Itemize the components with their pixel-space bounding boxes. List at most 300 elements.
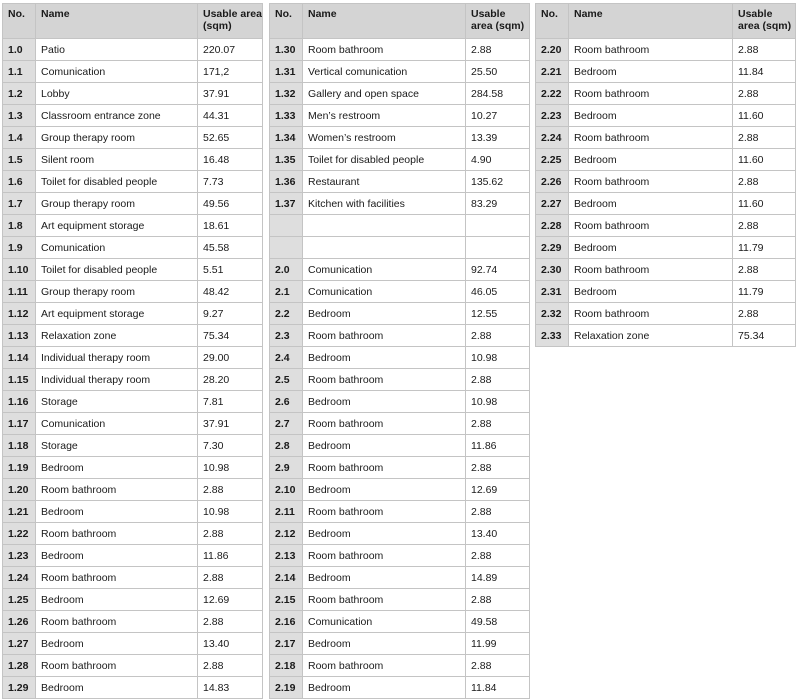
table-row xyxy=(3,237,263,259)
table-row xyxy=(270,171,530,193)
table-row xyxy=(3,347,263,369)
usable-area: 25.50 xyxy=(466,61,530,83)
table-row xyxy=(536,39,796,61)
room-name: Individual therapy room xyxy=(36,347,198,369)
row-number: 2.4 xyxy=(270,347,303,369)
room-name: Room bathroom xyxy=(36,479,198,501)
table-row xyxy=(270,259,530,281)
table-header xyxy=(270,4,530,39)
row-number: 1.25 xyxy=(3,589,36,611)
row-number: 2.29 xyxy=(536,237,569,259)
usable-area: 37.91 xyxy=(198,413,263,435)
row-number: 1.27 xyxy=(3,633,36,655)
table-row xyxy=(3,105,263,127)
row-number: 2.6 xyxy=(270,391,303,413)
room-name: Bedroom xyxy=(303,677,466,699)
table-row xyxy=(270,237,530,259)
table-row xyxy=(3,567,263,589)
row-number: 2.20 xyxy=(536,39,569,61)
room-name: Room bathroom xyxy=(569,127,733,149)
table-row xyxy=(3,611,263,633)
row-number: 2.3 xyxy=(270,325,303,347)
usable-area: 13.40 xyxy=(466,523,530,545)
table-row xyxy=(270,413,530,435)
table-row xyxy=(270,149,530,171)
row-number: 2.27 xyxy=(536,193,569,215)
table-row xyxy=(3,589,263,611)
usable-area xyxy=(466,215,530,237)
usable-area: 13.40 xyxy=(198,633,263,655)
row-number: 2.33 xyxy=(536,325,569,347)
table-row xyxy=(3,193,263,215)
table-row xyxy=(270,545,530,567)
row-number: 1.1 xyxy=(3,61,36,83)
room-name: Toilet for disabled people xyxy=(303,149,466,171)
row-number: 1.34 xyxy=(270,127,303,149)
room-name: Kitchen with facilities xyxy=(303,193,466,215)
row-number: 1.20 xyxy=(3,479,36,501)
table-row xyxy=(270,457,530,479)
room-name xyxy=(303,215,466,237)
row-number: 1.29 xyxy=(3,677,36,699)
row-number: 1.5 xyxy=(3,149,36,171)
usable-area: 11.79 xyxy=(733,237,796,259)
usable-area: 10.98 xyxy=(198,457,263,479)
header-area: Usable area (sqm) xyxy=(198,4,263,39)
row-number: 2.2 xyxy=(270,303,303,325)
usable-area: 11.79 xyxy=(733,281,796,303)
row-number: 1.33 xyxy=(270,105,303,127)
table-row xyxy=(536,193,796,215)
usable-area: 2.88 xyxy=(198,567,263,589)
room-name: Vertical comunication xyxy=(303,61,466,83)
table-row xyxy=(3,633,263,655)
row-number: 2.31 xyxy=(536,281,569,303)
room-name: Bedroom xyxy=(303,523,466,545)
table-row xyxy=(536,61,796,83)
table-row xyxy=(3,369,263,391)
room-name: Individual therapy room xyxy=(36,369,198,391)
header-name: Name xyxy=(569,4,733,39)
room-name: Room bathroom xyxy=(303,369,466,391)
usable-area: 44.31 xyxy=(198,105,263,127)
table-row xyxy=(270,347,530,369)
table-row xyxy=(270,677,530,699)
row-number: 1.18 xyxy=(3,435,36,457)
row-number: 2.11 xyxy=(270,501,303,523)
usable-area: 2.88 xyxy=(466,589,530,611)
row-number: 2.13 xyxy=(270,545,303,567)
table-body xyxy=(536,39,796,347)
row-number xyxy=(270,215,303,237)
room-name: Comunication xyxy=(36,413,198,435)
usable-area: 12.69 xyxy=(466,479,530,501)
usable-area: 7.73 xyxy=(198,171,263,193)
table-row xyxy=(270,281,530,303)
room-name: Room bathroom xyxy=(303,501,466,523)
row-number: 2.5 xyxy=(270,369,303,391)
usable-area: 2.88 xyxy=(466,655,530,677)
row-number: 1.8 xyxy=(3,215,36,237)
room-name: Group therapy room xyxy=(36,281,198,303)
row-number: 1.21 xyxy=(3,501,36,523)
room-name: Room bathroom xyxy=(36,567,198,589)
table-row xyxy=(3,61,263,83)
row-number: 2.30 xyxy=(536,259,569,281)
header-name: Name xyxy=(36,4,198,39)
room-name: Patio xyxy=(36,39,198,61)
usable-area: 2.88 xyxy=(466,413,530,435)
header-area: Usable area (sqm) xyxy=(466,4,530,39)
room-name: Room bathroom xyxy=(36,611,198,633)
row-number: 1.2 xyxy=(3,83,36,105)
room-name: Comunication xyxy=(36,237,198,259)
room-name: Art equipment storage xyxy=(36,303,198,325)
room-name: Bedroom xyxy=(36,677,198,699)
usable-area xyxy=(466,237,530,259)
row-number: 1.36 xyxy=(270,171,303,193)
table-row xyxy=(270,303,530,325)
usable-area: 83.29 xyxy=(466,193,530,215)
row-number: 2.7 xyxy=(270,413,303,435)
row-number: 2.14 xyxy=(270,567,303,589)
table-row xyxy=(270,39,530,61)
row-number: 1.0 xyxy=(3,39,36,61)
room-name: Room bathroom xyxy=(569,215,733,237)
usable-area: 29.00 xyxy=(198,347,263,369)
row-number: 1.10 xyxy=(3,259,36,281)
room-name: Room bathroom xyxy=(303,655,466,677)
table-row xyxy=(270,655,530,677)
table-row xyxy=(536,149,796,171)
usable-area: 2.88 xyxy=(733,127,796,149)
room-name: Bedroom xyxy=(303,391,466,413)
room-name: Storage xyxy=(36,391,198,413)
usable-area: 220.07 xyxy=(198,39,263,61)
row-number: 2.25 xyxy=(536,149,569,171)
room-table-3 xyxy=(535,3,796,347)
room-name: Toilet for disabled people xyxy=(36,259,198,281)
room-name: Room bathroom xyxy=(36,523,198,545)
usable-area: 48.42 xyxy=(198,281,263,303)
usable-area: 2.88 xyxy=(733,259,796,281)
usable-area: 2.88 xyxy=(466,369,530,391)
room-name: Relaxation zone xyxy=(569,325,733,347)
table-row xyxy=(536,325,796,347)
usable-area: 49.58 xyxy=(466,611,530,633)
room-name: Room bathroom xyxy=(303,39,466,61)
row-number: 2.32 xyxy=(536,303,569,325)
room-name: Bedroom xyxy=(36,545,198,567)
room-name: Room bathroom xyxy=(569,171,733,193)
row-number: 2.15 xyxy=(270,589,303,611)
row-number: 1.23 xyxy=(3,545,36,567)
room-name: Bedroom xyxy=(36,501,198,523)
room-name: Bedroom xyxy=(303,347,466,369)
table-row xyxy=(536,303,796,325)
usable-area: 16.48 xyxy=(198,149,263,171)
room-name: Room bathroom xyxy=(303,413,466,435)
table-row xyxy=(3,545,263,567)
usable-area: 2.88 xyxy=(733,83,796,105)
table-row xyxy=(3,259,263,281)
table-row xyxy=(3,281,263,303)
room-name: Bedroom xyxy=(569,61,733,83)
room-name: Bedroom xyxy=(303,303,466,325)
usable-area: 11.84 xyxy=(733,61,796,83)
row-number: 1.30 xyxy=(270,39,303,61)
usable-area: 2.88 xyxy=(466,545,530,567)
room-name: Bedroom xyxy=(36,589,198,611)
table-header xyxy=(3,4,263,39)
row-number: 2.8 xyxy=(270,435,303,457)
row-number: 2.16 xyxy=(270,611,303,633)
table-row xyxy=(3,215,263,237)
usable-area: 171,2 xyxy=(198,61,263,83)
table-row xyxy=(270,391,530,413)
room-name: Bedroom xyxy=(303,633,466,655)
table-row xyxy=(3,83,263,105)
usable-area: 2.88 xyxy=(733,39,796,61)
usable-area: 49.56 xyxy=(198,193,263,215)
table-row xyxy=(536,237,796,259)
room-name: Toilet for disabled people xyxy=(36,171,198,193)
row-number: 1.32 xyxy=(270,83,303,105)
usable-area: 11.60 xyxy=(733,105,796,127)
row-number: 2.10 xyxy=(270,479,303,501)
table-row xyxy=(270,215,530,237)
room-name: Gallery and open space xyxy=(303,83,466,105)
table-row xyxy=(3,149,263,171)
table-row xyxy=(536,105,796,127)
usable-area: 4.90 xyxy=(466,149,530,171)
row-number: 2.1 xyxy=(270,281,303,303)
usable-area: 11.86 xyxy=(466,435,530,457)
room-table-2 xyxy=(269,3,530,699)
room-name: Group therapy room xyxy=(36,127,198,149)
table-row xyxy=(270,633,530,655)
row-number: 2.26 xyxy=(536,171,569,193)
usable-area: 2.88 xyxy=(733,215,796,237)
usable-area: 12.55 xyxy=(466,303,530,325)
room-name: Lobby xyxy=(36,83,198,105)
usable-area: 135.62 xyxy=(466,171,530,193)
row-number: 2.28 xyxy=(536,215,569,237)
usable-area: 2.88 xyxy=(466,501,530,523)
table-row xyxy=(270,435,530,457)
row-number: 1.11 xyxy=(3,281,36,303)
table-row xyxy=(3,303,263,325)
row-number: 1.24 xyxy=(3,567,36,589)
row-number: 1.19 xyxy=(3,457,36,479)
usable-area: 10.98 xyxy=(466,347,530,369)
usable-area: 11.60 xyxy=(733,149,796,171)
usable-area: 28.20 xyxy=(198,369,263,391)
usable-area: 45.58 xyxy=(198,237,263,259)
row-number: 2.24 xyxy=(536,127,569,149)
usable-area: 2.88 xyxy=(466,325,530,347)
row-number: 2.12 xyxy=(270,523,303,545)
row-number: 1.13 xyxy=(3,325,36,347)
usable-area: 37.91 xyxy=(198,83,263,105)
room-name: Classroom entrance zone xyxy=(36,105,198,127)
room-name: Art equipment storage xyxy=(36,215,198,237)
room-name: Room bathroom xyxy=(303,545,466,567)
row-number: 1.15 xyxy=(3,369,36,391)
table-row xyxy=(270,127,530,149)
table-row xyxy=(3,479,263,501)
room-name: Room bathroom xyxy=(569,39,733,61)
usable-area: 46.05 xyxy=(466,281,530,303)
table-body xyxy=(3,39,263,699)
table-row xyxy=(536,83,796,105)
usable-area: 2.88 xyxy=(466,39,530,61)
usable-area: 11.86 xyxy=(198,545,263,567)
usable-area: 11.60 xyxy=(733,193,796,215)
table-row xyxy=(536,127,796,149)
room-name: Bedroom xyxy=(36,457,198,479)
room-name: Storage xyxy=(36,435,198,457)
room-name: Men’s restroom xyxy=(303,105,466,127)
room-name: Comunication xyxy=(303,611,466,633)
usable-area: 12.69 xyxy=(198,589,263,611)
usable-area: 2.88 xyxy=(198,479,263,501)
room-name: Bedroom xyxy=(569,105,733,127)
usable-area: 11.99 xyxy=(466,633,530,655)
room-name: Bedroom xyxy=(569,193,733,215)
row-number: 1.16 xyxy=(3,391,36,413)
row-number: 1.6 xyxy=(3,171,36,193)
row-number: 2.17 xyxy=(270,633,303,655)
table-row xyxy=(270,61,530,83)
row-number: 2.21 xyxy=(536,61,569,83)
usable-area: 2.88 xyxy=(466,457,530,479)
usable-area: 75.34 xyxy=(198,325,263,347)
usable-area: 9.27 xyxy=(198,303,263,325)
usable-area: 10.98 xyxy=(466,391,530,413)
row-number: 1.22 xyxy=(3,523,36,545)
room-name: Room bathroom xyxy=(303,457,466,479)
room-name: Bedroom xyxy=(569,281,733,303)
row-number: 1.28 xyxy=(3,655,36,677)
room-name: Restaurant xyxy=(303,171,466,193)
row-number: 1.14 xyxy=(3,347,36,369)
room-name xyxy=(303,237,466,259)
room-name: Room bathroom xyxy=(569,259,733,281)
room-name: Bedroom xyxy=(36,633,198,655)
row-number: 2.22 xyxy=(536,83,569,105)
row-number: 1.37 xyxy=(270,193,303,215)
usable-area: 14.89 xyxy=(466,567,530,589)
header-area: Usable area (sqm) xyxy=(733,4,796,39)
row-number: 1.9 xyxy=(3,237,36,259)
room-name: Bedroom xyxy=(303,479,466,501)
room-name: Room bathroom xyxy=(36,655,198,677)
header-no: No. xyxy=(270,4,303,39)
header-no: No. xyxy=(3,4,36,39)
table-row xyxy=(270,567,530,589)
table-row xyxy=(270,325,530,347)
table-row xyxy=(3,435,263,457)
room-name: Bedroom xyxy=(569,237,733,259)
usable-area: 10.98 xyxy=(198,501,263,523)
usable-area: 2.88 xyxy=(733,171,796,193)
table-row xyxy=(270,611,530,633)
table-row xyxy=(270,501,530,523)
usable-area: 5.51 xyxy=(198,259,263,281)
usable-area: 284.58 xyxy=(466,83,530,105)
room-name: Comunication xyxy=(36,61,198,83)
table-row xyxy=(3,39,263,61)
row-number: 1.35 xyxy=(270,149,303,171)
table-row xyxy=(270,105,530,127)
table-header xyxy=(536,4,796,39)
row-number: 1.31 xyxy=(270,61,303,83)
table-row xyxy=(536,281,796,303)
table-row xyxy=(3,171,263,193)
row-number: 1.4 xyxy=(3,127,36,149)
row-number: 2.19 xyxy=(270,677,303,699)
room-name: Bedroom xyxy=(303,435,466,457)
table-row xyxy=(270,589,530,611)
table-row xyxy=(3,325,263,347)
table-row xyxy=(270,479,530,501)
room-name: Comunication xyxy=(303,281,466,303)
table-row xyxy=(3,501,263,523)
table-row xyxy=(270,369,530,391)
header-no: No. xyxy=(536,4,569,39)
room-name: Room bathroom xyxy=(303,325,466,347)
usable-area: 11.84 xyxy=(466,677,530,699)
table-row xyxy=(3,391,263,413)
header-name: Name xyxy=(303,4,466,39)
usable-area: 14.83 xyxy=(198,677,263,699)
room-name: Bedroom xyxy=(569,149,733,171)
table-row xyxy=(270,193,530,215)
room-name: Silent room xyxy=(36,149,198,171)
usable-area: 92.74 xyxy=(466,259,530,281)
room-name: Relaxation zone xyxy=(36,325,198,347)
usable-area: 13.39 xyxy=(466,127,530,149)
table-row xyxy=(536,259,796,281)
usable-area: 75.34 xyxy=(733,325,796,347)
row-number: 2.9 xyxy=(270,457,303,479)
row-number xyxy=(270,237,303,259)
room-name: Group therapy room xyxy=(36,193,198,215)
row-number: 1.7 xyxy=(3,193,36,215)
usable-area: 7.81 xyxy=(198,391,263,413)
table-row xyxy=(270,523,530,545)
table-row xyxy=(3,523,263,545)
usable-area: 2.88 xyxy=(198,523,263,545)
usable-area: 10.27 xyxy=(466,105,530,127)
row-number: 2.0 xyxy=(270,259,303,281)
table-body xyxy=(270,39,530,699)
usable-area: 52.65 xyxy=(198,127,263,149)
row-number: 1.26 xyxy=(3,611,36,633)
usable-area: 7.30 xyxy=(198,435,263,457)
usable-area: 18.61 xyxy=(198,215,263,237)
usable-area: 2.88 xyxy=(733,303,796,325)
table-row xyxy=(3,655,263,677)
table-row xyxy=(3,457,263,479)
room-table-1 xyxy=(2,3,263,699)
table-row xyxy=(536,171,796,193)
room-name: Bedroom xyxy=(303,567,466,589)
room-name: Room bathroom xyxy=(303,589,466,611)
row-number: 1.12 xyxy=(3,303,36,325)
row-number: 1.17 xyxy=(3,413,36,435)
